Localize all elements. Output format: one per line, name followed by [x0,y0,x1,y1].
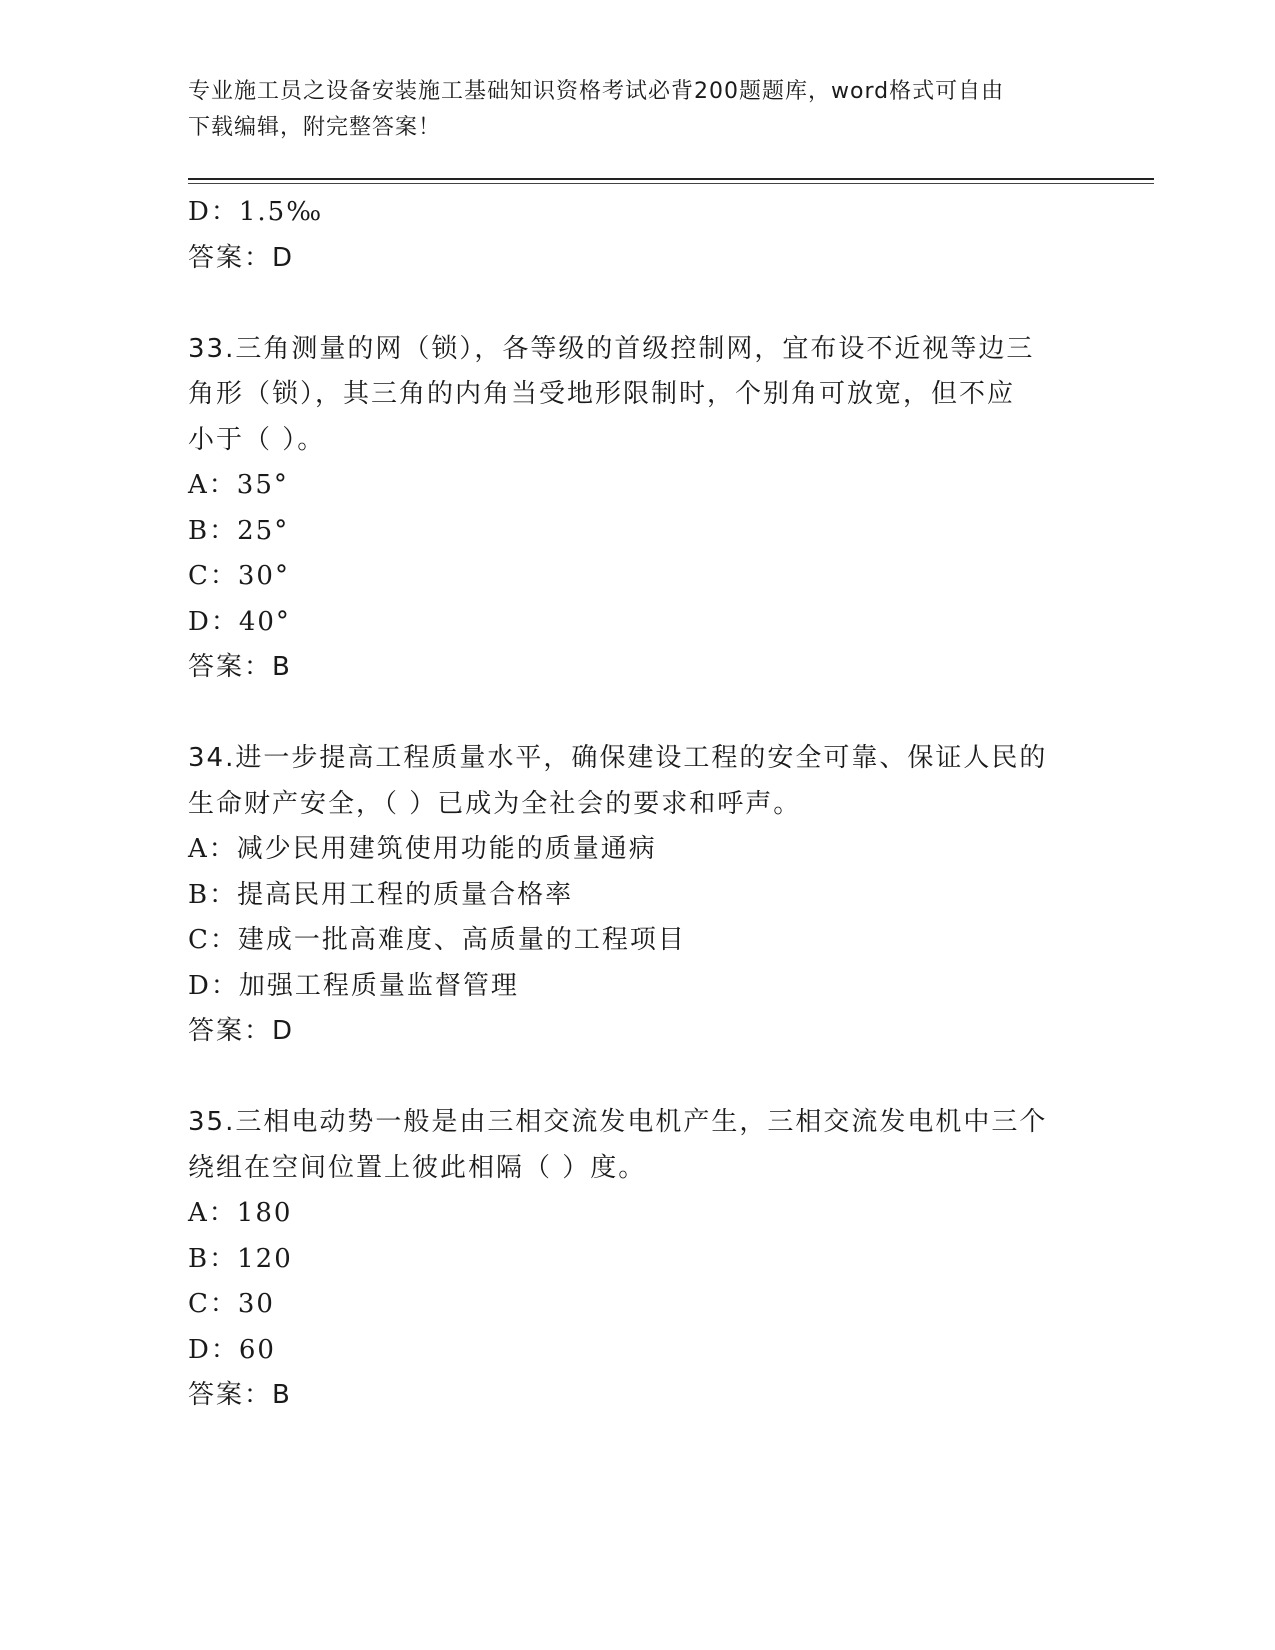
spacer [188,1055,1088,1101]
header-line-1: 专业施工员之设备安装施工基础知识资格考试必背200题题库，word格式可自由 [188,79,1005,104]
question-33-option-c: C：30° [188,561,290,591]
question-35-stem-1: 35.三相电动势一般是由三相交流发电机产生，三相交流发电机中三个 [188,1107,1048,1137]
question-34-option-c: C：建成一批高难度、高质量的工程项目 [188,925,686,955]
question-33-answer: 答案：B [188,652,292,682]
question-33-stem-3: 小于（ ）。 [188,424,326,455]
question-33-stem-2: 角形（锁），其三角的内角当受地形限制时，个别角可放宽，但不应 [188,379,1016,409]
spacer [188,281,1088,327]
continued-answer: 答案：D [188,242,295,273]
question-34-option-d: D：加强工程质量监督管理 [188,970,519,1001]
question-35-option-d: D：60 [188,1334,276,1365]
question-body [188,190,1088,1419]
question-34 [188,736,1088,1055]
spacer [188,691,1088,737]
header-line-2: 下载编辑，附完整答案！ [188,115,442,140]
question-35-answer: 答案：B [188,1380,292,1410]
question-34-stem-1: 34.进一步提高工程质量水平，确保建设工程的安全可靠、保证人民的 [188,743,1048,773]
question-35-stem-2: 绕组在空间位置上彼此相隔（ ）度。 [188,1152,647,1183]
question-35-option-a: A：180 [188,1198,293,1228]
question-35-option-b: B：120 [188,1243,293,1274]
question-33-option-d: D：40° [188,606,291,637]
question-35 [188,1100,1088,1419]
question-33-stem-1: 33.三角测量的网（锁），各等级的首级控制网，宜布设不近视等边三 [188,333,1035,364]
question-33-option-a: A：35° [188,470,289,500]
question-34-option-a: A：减少民用建筑使用功能的质量通病 [188,834,657,864]
question-33-option-b: B：25° [188,515,290,546]
header-divider-thick [188,178,1154,180]
question-34-answer: 答案：D [188,1016,295,1046]
question-33 [188,327,1088,691]
question-34-option-b: B：提高民用工程的质量合格率 [188,879,574,910]
continued-option-d: D：1.5‰ [188,197,324,227]
question-34-stem-2: 生命财产安全，（ ）已成为全社会的要求和呼声。 [188,788,802,819]
header-divider-thin [188,183,1154,184]
question-35-option-c: C：30 [188,1289,275,1319]
document-header [188,74,1068,146]
